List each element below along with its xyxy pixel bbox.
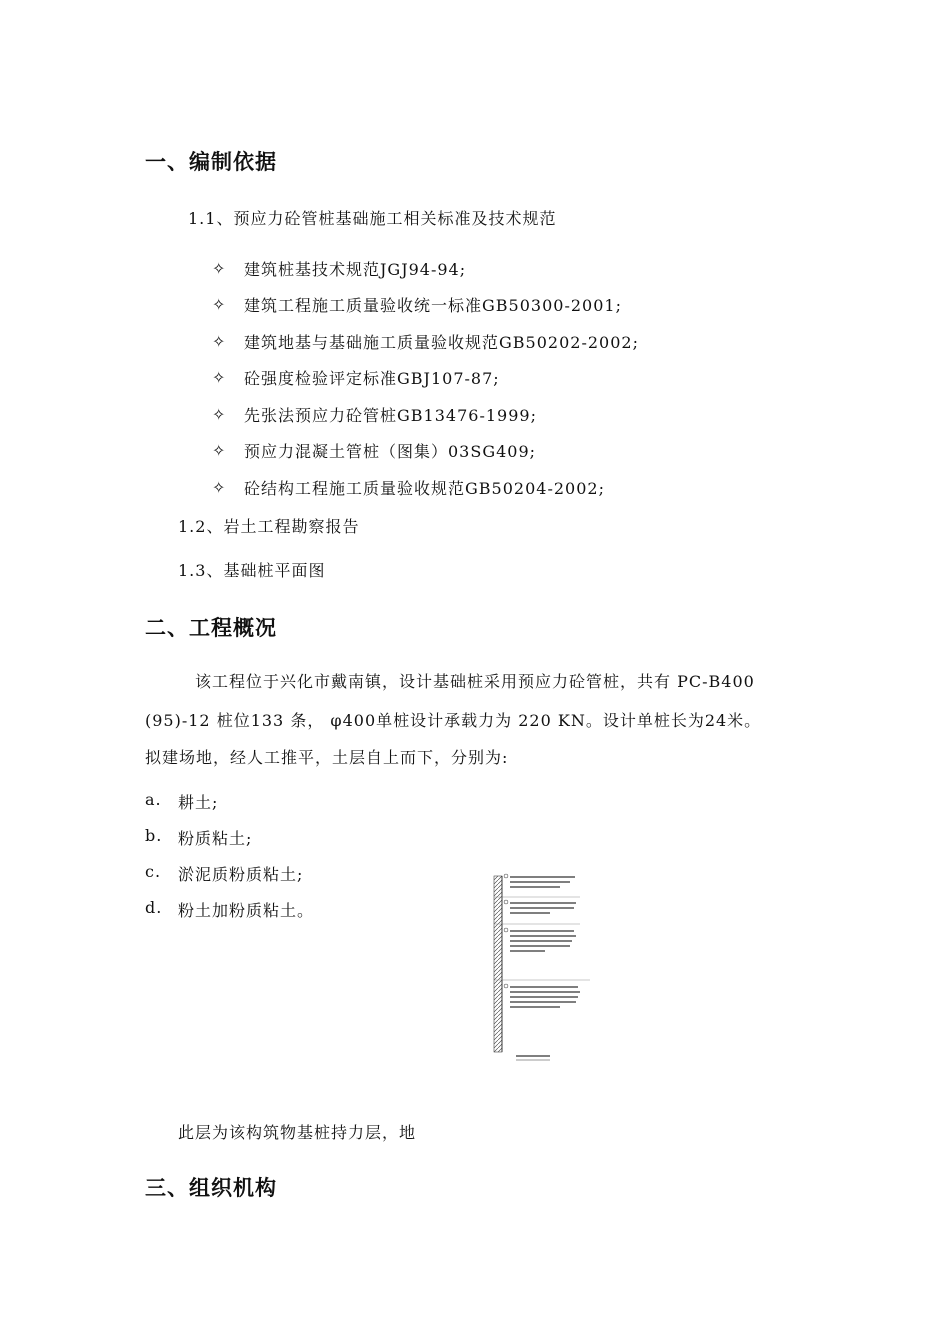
list-item: a. 耕土; <box>145 790 219 812</box>
bullet-icon: ✧ <box>212 477 226 497</box>
soil-profile-figure <box>490 872 590 1072</box>
overview-line-3: 拟建场地，经人工推平，土层自上而下，分别为: <box>145 748 509 767</box>
list-item: ✧ 建筑地基与基础施工质量验收规范GB50202-2002; <box>212 331 639 352</box>
standards-list <box>212 250 639 506</box>
subsection-1-2: 1.2、岩土工程勘察报告 <box>178 517 360 536</box>
bullet-icon: ✧ <box>212 404 226 424</box>
bullet-icon: ✧ <box>212 368 226 388</box>
list-item: ✧ 建筑工程施工质量验收统一标准GB50300-2001; <box>212 295 622 316</box>
overview-line-2: (95)-12 桩位133 条， φ400单桩设计承载力为 220 KN。设计单桩长为24米。 <box>145 711 762 730</box>
list-item: ✧ 砼结构工程施工质量验收规范GB50204-2002; <box>212 477 605 498</box>
bullet-icon: ✧ <box>212 295 226 315</box>
list-item: ✧ 先张法预应力砼管桩GB13476-1999; <box>212 404 537 425</box>
subsection-1-3: 1.3、基础桩平面图 <box>178 561 326 580</box>
list-item: ✧ 砼强度检验评定标准GBJ107-87; <box>212 368 500 389</box>
bullet-icon: ✧ <box>212 441 226 461</box>
section-3-title: 三、组织机构 <box>145 1176 277 1200</box>
list-item: d. 粉土加粉质粘土。 <box>145 898 315 920</box>
soil-layer-list <box>145 790 314 934</box>
bullet-icon: ✧ <box>212 331 226 351</box>
section-2-title: 二、工程概况 <box>145 616 277 640</box>
subsection-1-1: 1.1、预应力砼管桩基础施工相关标准及技术规范 <box>188 209 557 228</box>
bullet-icon: ✧ <box>212 258 226 278</box>
list-item: b. 粉质粘土; <box>145 826 253 848</box>
bearing-layer-note: 此层为该构筑物基桩持力层，地 <box>178 1123 417 1142</box>
list-item: ✧ 预应力混凝土管桩（图集）03SG409; <box>212 441 537 462</box>
overview-line-1: 该工程位于兴化市戴南镇，设计基础桩采用预应力砼管桩，共有 PC-B400 <box>195 672 755 691</box>
section-1-title: 一、编制依据 <box>145 150 277 174</box>
list-item: c. 淤泥质粉质粘土; <box>145 862 304 884</box>
list-item: ✧ 建筑桩基技术规范JGJ94-94; <box>212 258 467 279</box>
